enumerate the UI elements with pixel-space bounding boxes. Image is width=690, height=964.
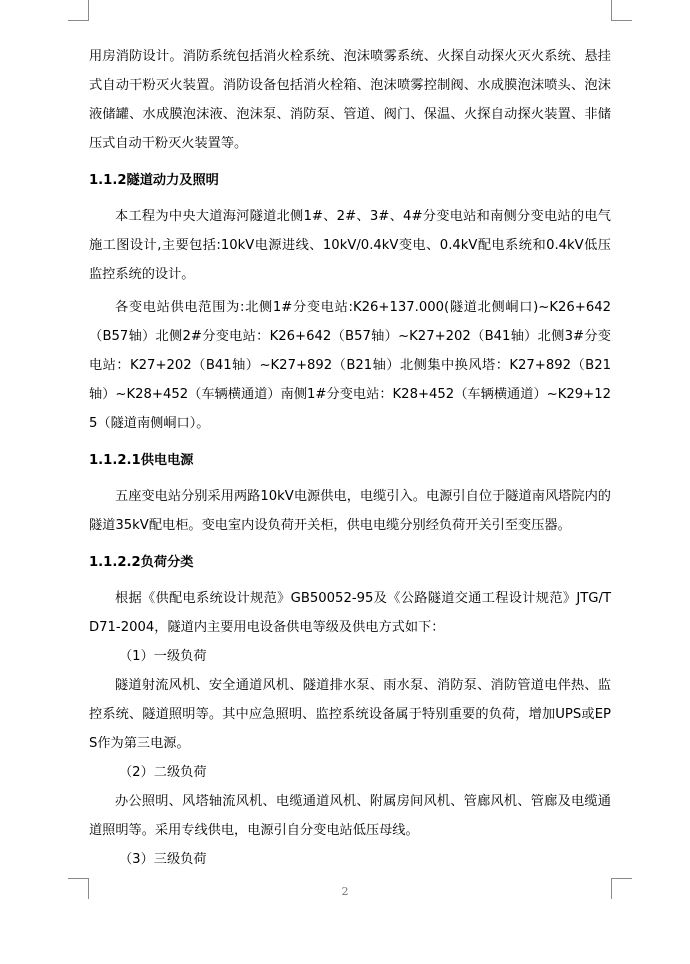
paragraph-project-scope: 本工程为中央大道海河隧道北侧1#、2#、3#、4#分变电站和南侧分变电站的电气施工图设计,主要包括:10kV电源进线、10kV/0.4kV变电、0.4kV配电系统和0.4kV低压监控系统的设计。 xyxy=(89,209,611,282)
crop-mark-top-left xyxy=(68,0,89,21)
heading-power-source: 1.1.2.1供电电源 xyxy=(89,453,194,468)
paragraph-class-two-load: 办公照明、风塔轴流风机、电缆通道风机、附属房间风机、管廊风机、管廊及电缆通道照明等。采用专线供电，电源引自分变电站低压母线。 xyxy=(89,794,611,838)
paragraph-class-one-load: 隧道射流风机、安全通道风机、隧道排水泵、雨水泵、消防泵、消防管道电伴热、监控系统、隧道照明等。其中应急照明、监控系统设备属于特别重要的负荷，增加UPS或EPS作为第三电源。 xyxy=(89,678,611,751)
subheading-class-two-load: （2）二级负荷 xyxy=(119,765,207,780)
paragraph-supply-range: 各变电站供电范围为:北侧1#分变电站:K26+137.000(隧道北侧峒口)~K26+642（B57轴）北侧2#分变电站：K26+642（B57轴）~K27+202（B41轴）北侧3#分变电站：K27+202（B41轴）~K27+892（B21轴）北侧集中换风塔：K27+892（B21轴）~K28+452（车辆横通道）南侧1#分变电站：K28+452（车辆横通道）~K29+125（隧道南侧峒口）。 xyxy=(89,300,611,431)
page-number: 2 xyxy=(341,885,349,898)
paragraph-load-standards: 根据《供配电系统设计规范》GB50052-95及《公路隧道交通工程设计规范》JTG/TD71-2004，隧道内主要用电设备供电等级及供电方式如下： xyxy=(89,591,611,635)
paragraph-power-source: 五座变电站分别采用两路10kV电源供电，电缆引入。电源引自位于隧道南风塔院内的隧道35kV配电柜。变电室内设负荷开关柜，供电电缆分别经负荷开关引至变压器。 xyxy=(89,489,611,533)
crop-mark-top-right xyxy=(611,0,632,21)
subheading-class-one-load: （1）一级负荷 xyxy=(119,649,207,664)
paragraph-fire-systems: 用房消防设计。消防系统包括消火栓系统、泡沫喷雾系统、火探自动探火灭火系统、悬挂式自动干粉灭火装置。消防设备包括消火栓箱、泡沫喷雾控制阀、水成膜泡沫喷头、泡沫液储罐、水成膜泡沫液、泡沫泵、消防泵、管道、阀门、保温、火探自动探火装置、非储压式自动干粉灭火装置等。 xyxy=(89,49,611,151)
heading-tunnel-power-lighting: 1.1.2隧道动力及照明 xyxy=(89,173,219,188)
page-body xyxy=(89,42,611,874)
subheading-class-three-load: （3）三级负荷 xyxy=(119,852,207,867)
heading-load-classification: 1.1.2.2负荷分类 xyxy=(89,555,194,570)
